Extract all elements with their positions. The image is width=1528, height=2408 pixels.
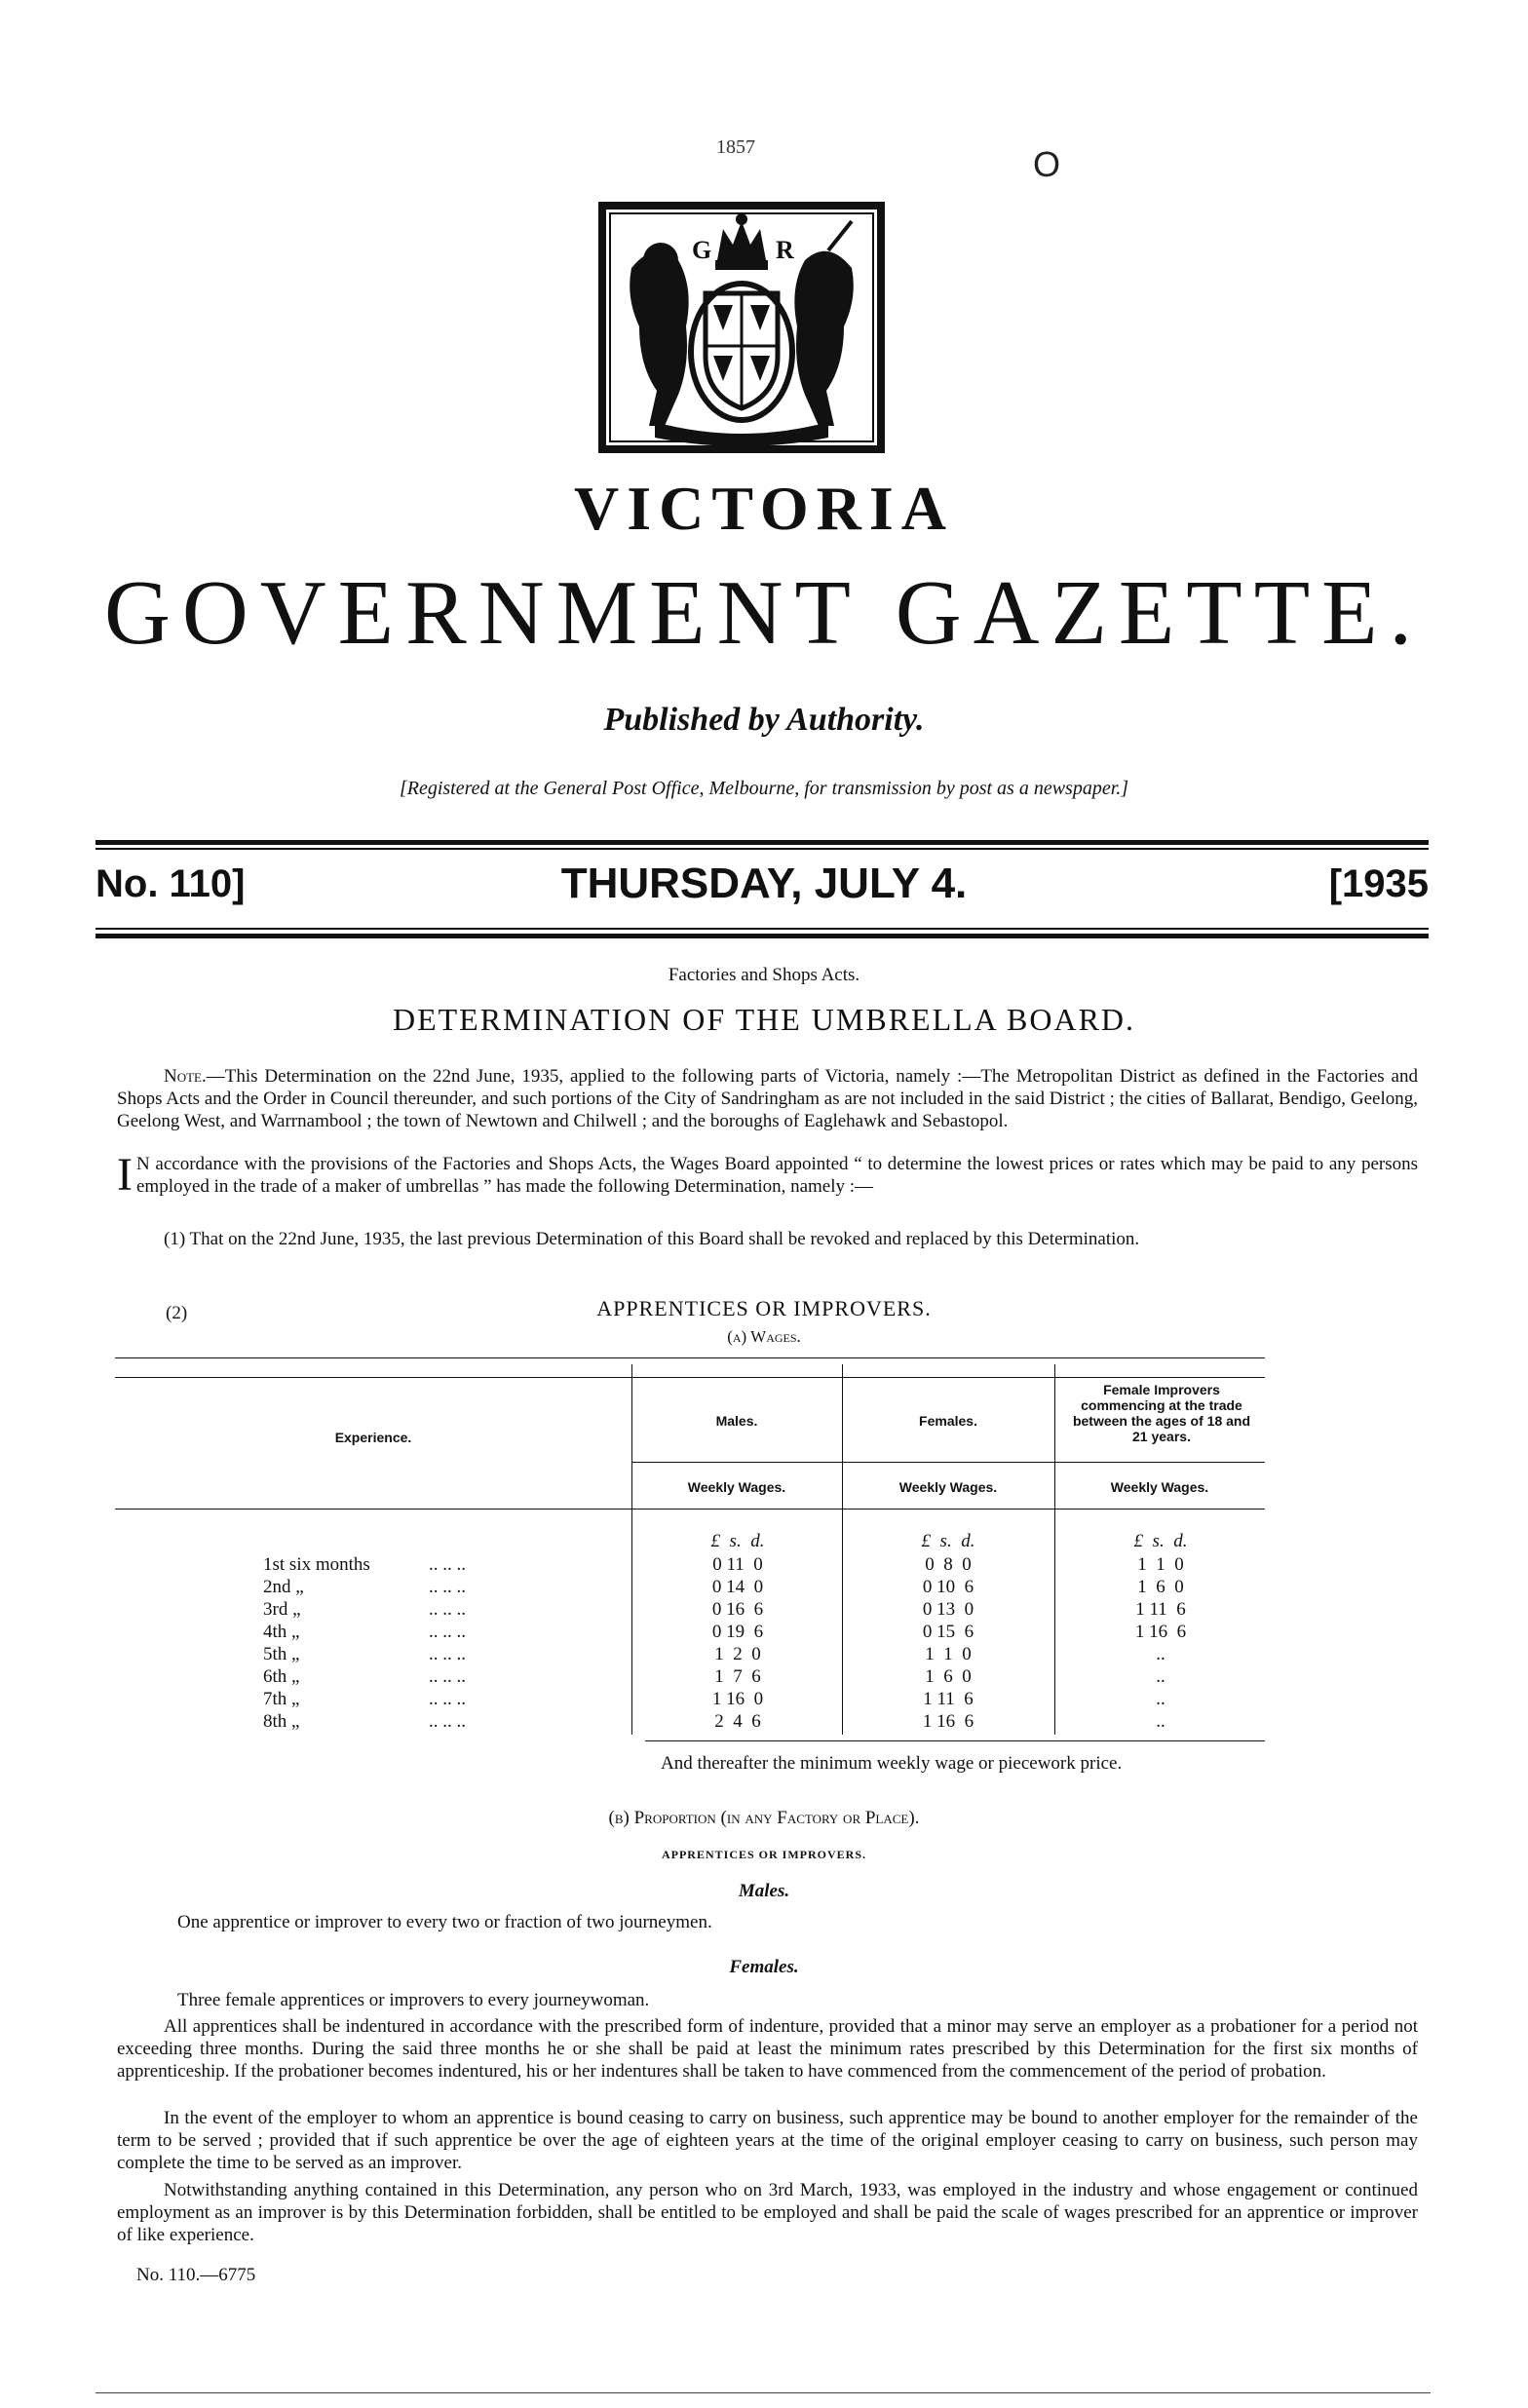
masthead-title: GOVERNMENT GAZETTE. — [103, 562, 1425, 664]
row-experience: 5th „ — [263, 1644, 300, 1664]
note-label: Note. — [164, 1066, 207, 1087]
indenture-paragraph: All apprentices shall be indentured in accordance with the prescribed form of indenture, provided that a minor may serve an employer as a probationer for a period not exceeding three months. During the said three months he or she shall be paid at least the minimum rates prescribed by this Determination for the first six months of apprenticeship. If the probationer becomes indentured, his or her indentures shall be taken to have commenced from the commencement of the period of probation. — [117, 2016, 1418, 2082]
row-leader-dots: .. .. .. — [429, 1599, 466, 1620]
issue-number: No. 110] — [96, 862, 246, 905]
units-males: £ s. d. — [710, 1531, 765, 1551]
svg-text:R: R — [776, 236, 794, 264]
males-ratio: One apprentice or improver to every two or fraction of two journeymen. — [177, 1912, 712, 1932]
row-improvers-wage: 1 11 6 — [1135, 1599, 1186, 1620]
row-experience: 3rd „ — [263, 1599, 301, 1620]
rule-bottom-thin — [96, 928, 1429, 930]
row-improvers-wage: 1 6 0 — [1137, 1577, 1184, 1597]
row-experience: 2nd „ — [263, 1577, 304, 1597]
masthead-victoria: VICTORIA — [574, 474, 954, 543]
issue-date: THURSDAY, JULY 4. — [560, 860, 968, 907]
row-leader-dots: .. .. .. — [429, 1577, 466, 1597]
col-experience: Experience. — [334, 1430, 412, 1445]
row-experience: 8th „ — [263, 1711, 300, 1732]
rule-top-thin — [96, 848, 1429, 850]
table-divider-3 — [1054, 1364, 1055, 1735]
row-males-wage: 0 11 0 — [712, 1554, 763, 1575]
clause-1: (1) That on the 22nd June, 1935, the last previous Determination of this Board shall be revoked and replaced by this Determination. — [164, 1229, 1140, 1249]
notwithstanding-paragraph: Notwithstanding anything contained in this Determination, any person who on 3rd March, 1933, was employed in the industry and whose engagement or continued employment as an improver is by this Determination forbidden, shall be entitled to be employed and shall be paid the scale of wages prescribed for an apprentice or improver of like experience. — [117, 2180, 1418, 2245]
drop-cap: I — [117, 1149, 133, 1201]
row-males-wage: 0 14 0 — [711, 1577, 764, 1597]
row-improvers-wage: .. — [1156, 1689, 1165, 1709]
row-leader-dots: .. .. .. — [429, 1711, 466, 1732]
row-improvers-wage: .. — [1156, 1711, 1165, 1732]
col-females: Females. — [919, 1413, 977, 1429]
page-number-mark: 1857 — [716, 136, 755, 158]
row-females-wage: 1 6 0 — [925, 1666, 972, 1687]
row-females-wage: 0 13 0 — [922, 1599, 974, 1620]
row-improvers-wage: 1 1 0 — [1137, 1554, 1184, 1575]
females-ratio: Three female apprentices or improvers to every journeywoman. — [177, 1990, 650, 2010]
subhead-weekly-females: Weekly Wages. — [898, 1479, 998, 1495]
proportion-heading: (b) Proportion (in any Factory or Place). — [608, 1808, 920, 1828]
subhead-weekly-improvers: Weekly Wages. — [1110, 1479, 1209, 1495]
table-rule-mid — [631, 1462, 1265, 1463]
row-females-wage: 0 8 0 — [925, 1554, 972, 1575]
published-by-authority: Published by Authority. — [603, 702, 925, 738]
row-males-wage: 0 19 6 — [711, 1622, 764, 1642]
row-experience: 1st six months — [263, 1554, 370, 1575]
row-males-wage: 2 4 6 — [714, 1711, 761, 1732]
issue-year: [1935 — [1328, 862, 1429, 905]
apprentices-heading: APPRENTICES OR IMPROVERS. — [596, 1296, 932, 1320]
row-females-wage: 0 15 6 — [922, 1622, 974, 1642]
note-text: —This Determination on the 22nd June, 1935, applied to the following parts of Victoria, namely :—The Metropolitan District as defined in the Factories and Shops Acts and the Order in Council thereunder, and such portions of the City of Sandringham as are not included in the said District ; the cities of Ballarat, Bendigo, Geelong, Geelong West, and Warrnambool ; the town of Newtown and Chilwell ; and the boroughs of Eaglehawk and Sebastopol. — [117, 1066, 1418, 1131]
row-males-wage: 1 16 0 — [711, 1689, 764, 1709]
row-males-wage: 1 2 0 — [714, 1644, 761, 1664]
table-rule-top — [115, 1357, 1265, 1358]
thereafter-note: And thereafter the minimum weekly wage or piecework price. — [661, 1753, 1123, 1774]
bottom-rule — [96, 2392, 1431, 2393]
row-experience: 7th „ — [263, 1689, 300, 1709]
row-leader-dots: .. .. .. — [429, 1554, 466, 1575]
row-improvers-wage: 1 16 6 — [1134, 1622, 1187, 1642]
wages-heading: (a) Wages. — [727, 1327, 801, 1346]
clause-2-label: (2) — [166, 1303, 188, 1323]
row-males-wage: 1 7 6 — [714, 1666, 761, 1687]
table-rule-head — [115, 1509, 1265, 1510]
units-females: £ s. d. — [921, 1531, 975, 1551]
row-experience: 6th „ — [263, 1666, 300, 1687]
footer-number: No. 110.—6775 — [136, 2265, 256, 2285]
row-females-wage: 1 1 0 — [925, 1644, 972, 1664]
intro-text: N accordance with the provisions of the Factories and Shops Acts, the Wages Board appointed “ to determine the lowest prices or rates which may be paid to any persons employed in the trade of a maker of umbrellas ” has made the following Determination, namely :— — [135, 1154, 1418, 1197]
row-improvers-wage: .. — [1156, 1666, 1165, 1687]
col-female-improvers: Female Improvers commencing at the trade between the ages of 18 and 21 years. — [1072, 1382, 1251, 1444]
svg-text:G: G — [692, 236, 712, 264]
females-heading: Females. — [729, 1957, 799, 1977]
units-improvers: £ s. d. — [1133, 1531, 1188, 1551]
row-leader-dots: .. .. .. — [429, 1622, 466, 1642]
row-females-wage: 0 10 6 — [922, 1577, 974, 1597]
row-males-wage: 0 16 6 — [711, 1599, 764, 1620]
rule-top-thick — [96, 840, 1429, 845]
row-experience: 4th „ — [263, 1622, 300, 1642]
row-females-wage: 1 11 6 — [923, 1689, 974, 1709]
business-paragraph: In the event of the employer to whom an apprentice is bound ceasing to carry on business, such apprentice may be bound to another employer for the remainder of the term to be served ; provided that if such apprentice be over the age of eighteen years at the time of the original employer ceasing to carry on business, such person may complete the time to be served as an improver. — [117, 2108, 1418, 2173]
row-females-wage: 1 16 6 — [922, 1711, 974, 1732]
note-paragraph — [117, 1065, 1418, 1132]
coat-of-arms-icon — [596, 200, 887, 455]
intro-paragraph — [117, 1149, 1418, 1201]
row-leader-dots: .. .. .. — [429, 1666, 466, 1687]
row-improvers-wage: .. — [1156, 1644, 1165, 1664]
table-rule-bottom — [645, 1740, 1265, 1741]
row-leader-dots: .. .. .. — [429, 1689, 466, 1709]
proportion-subheading: APPRENTICES OR IMPROVERS. — [661, 1848, 866, 1861]
rule-bottom-thick — [96, 934, 1429, 938]
acts-heading: Factories and Shops Acts. — [668, 965, 860, 985]
row-leader-dots: .. .. .. — [429, 1644, 466, 1664]
col-males: Males. — [715, 1413, 758, 1429]
males-heading: Males. — [738, 1881, 790, 1901]
corner-mark: O — [1033, 144, 1061, 184]
table-rule-top-2 — [115, 1377, 1265, 1378]
determination-title: DETERMINATION OF THE UMBRELLA BOARD. — [392, 1002, 1136, 1037]
registration-note: [Registered at the General Post Office, Melbourne, for transmission by post as a newspaper.] — [399, 778, 1129, 799]
subhead-weekly-males: Weekly Wages. — [687, 1479, 786, 1495]
